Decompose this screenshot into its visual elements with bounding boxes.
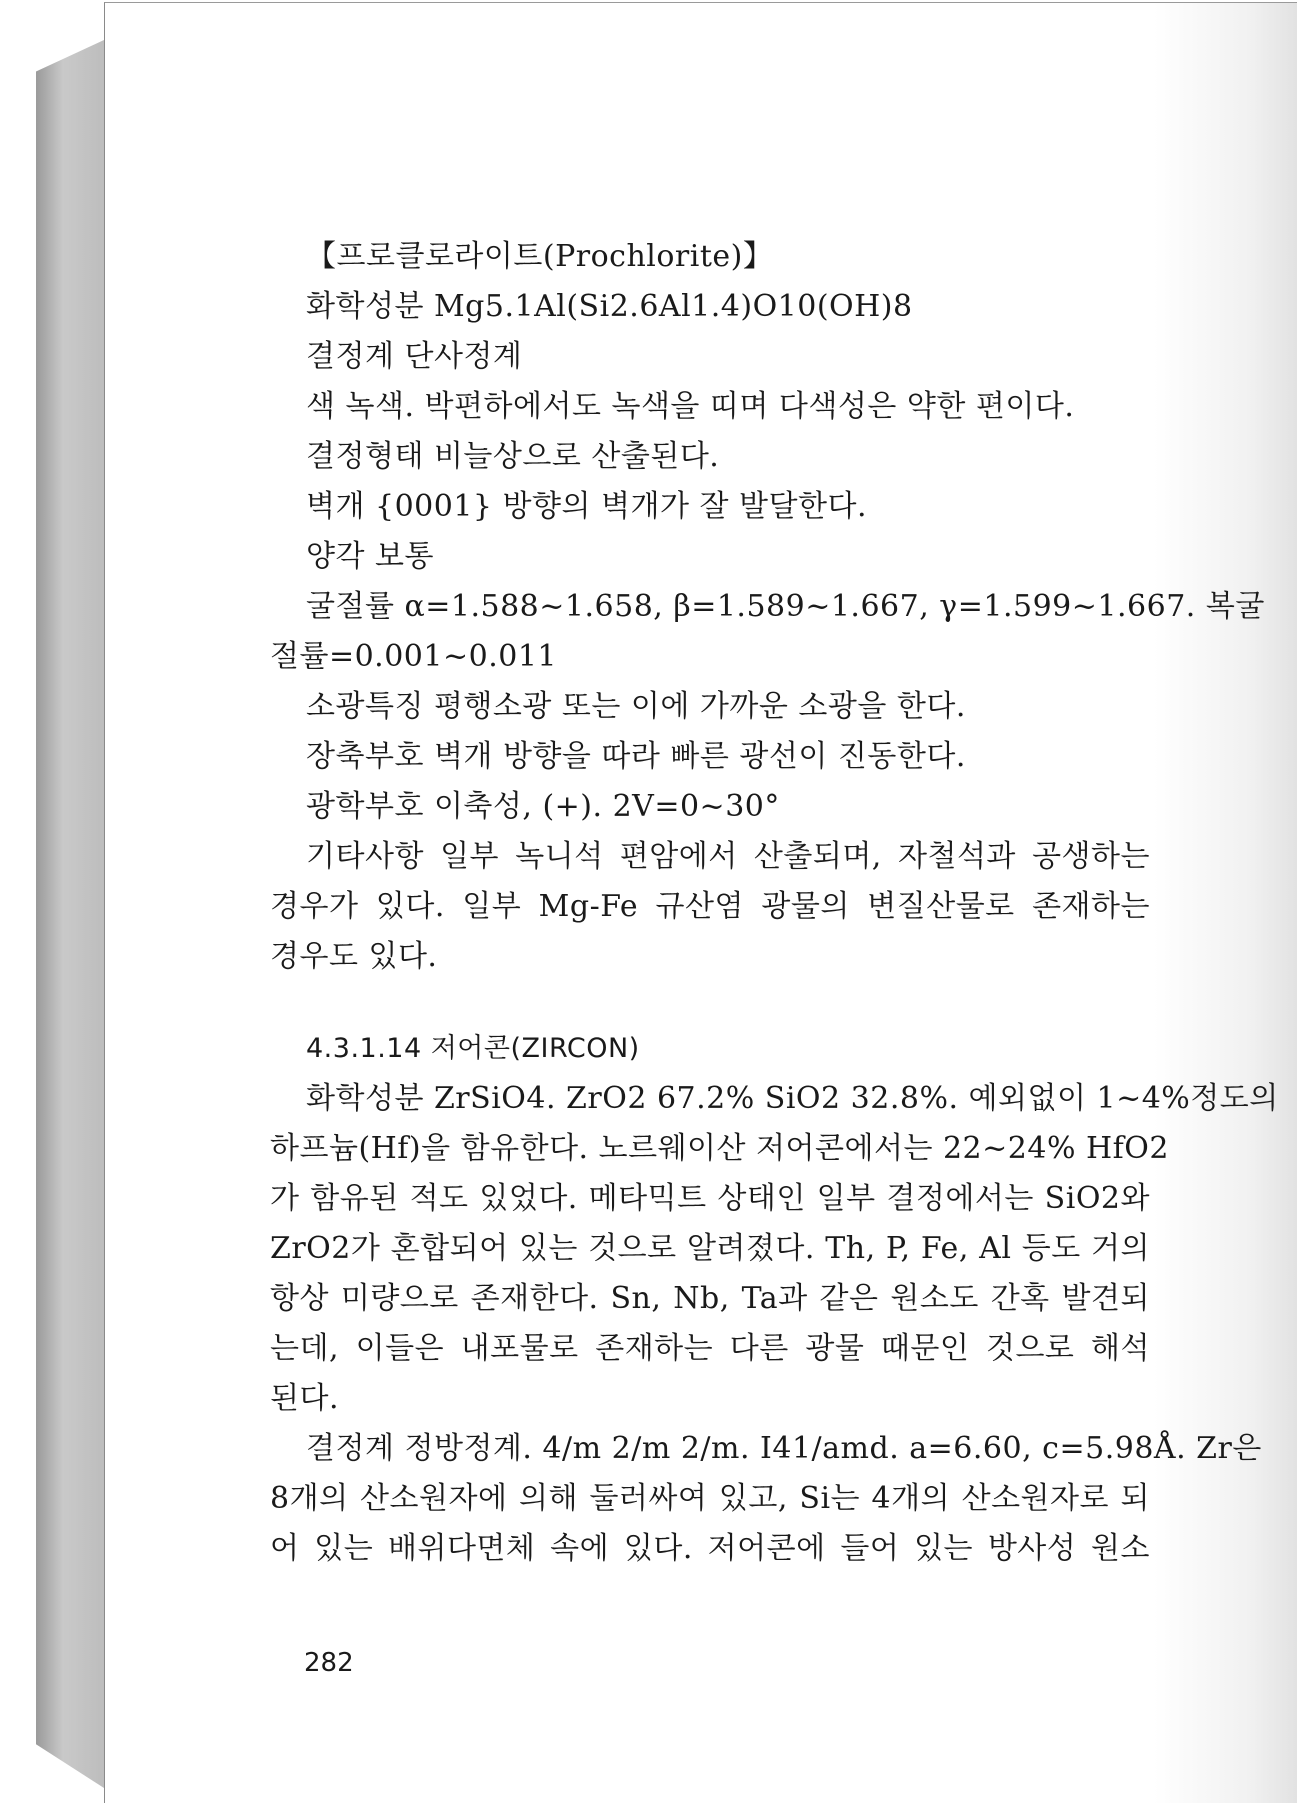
text-line: 결정형태 비늘상으로 산출된다. <box>306 439 720 474</box>
text-line: 장축부호 벽개 방향을 따라 빠른 광선이 진동한다. <box>306 739 966 774</box>
text-line: 광학부호 이축성, (+). 2V=0~30° <box>306 789 780 824</box>
text-line: 경우가 있다. 일부 Mg-Fe 규산염 광물의 변질산물로 존재하는 <box>270 889 1150 924</box>
text-line: 항상 미량으로 존재한다. Sn, Nb, Ta과 같은 원소도 간혹 발견되 <box>270 1281 1150 1316</box>
text-line: 어 있는 배위다면체 속에 있다. 저어콘에 들어 있는 방사성 원소 <box>270 1531 1150 1566</box>
text-line: 화학성분 Mg5.1Al(Si2.6Al1.4)O10(OH)8 <box>306 289 913 324</box>
page-number: 282 <box>304 1648 354 1678</box>
mineral-heading: 【프로클로라이트(Prochlorite)】 <box>306 239 774 274</box>
text-line: 하프늄(Hf)을 함유한다. 노르웨이산 저어콘에서는 22~24% HfO2 <box>270 1131 1169 1166</box>
text-line: 된다. <box>270 1381 339 1416</box>
text-line: 8개의 산소원자에 의해 둘러싸여 있고, Si는 4개의 산소원자로 되 <box>270 1481 1150 1516</box>
text-line: 결정계 단사정계 <box>306 339 523 374</box>
text-line: 가 함유된 적도 있었다. 메타믹트 상태인 일부 결정에서는 SiO2와 <box>270 1181 1150 1216</box>
text-line: 화학성분 ZrSiO4. ZrO2 67.2% SiO2 32.8%. 예외없이 1~4%정도의 <box>306 1081 1279 1116</box>
paragraph-gap <box>270 982 1150 1024</box>
text-line: 는데, 이들은 내포물로 존재하는 다른 광물 때문인 것으로 해석 <box>270 1331 1150 1366</box>
section-heading: 4.3.1.14 저어콘(ZIRCON) <box>306 1033 640 1064</box>
text-line: ZrO2가 혼합되어 있는 것으로 알려졌다. Th, P, Fe, Al 등도 거의 <box>270 1231 1150 1266</box>
text-line: 굴절률 α=1.588~1.658, β=1.589~1.667, γ=1.599~1.667. 복굴 <box>306 589 1265 624</box>
text-line: 결정계 정방정계. 4/m 2/m 2/m. I41/amd. a=6.60, c=5.98Å. Zr은 <box>306 1431 1262 1466</box>
text-line: 양각 보통 <box>306 539 434 574</box>
book-spine <box>36 40 104 1788</box>
text-line: 벽개 {0001} 방향의 벽개가 잘 발달한다. <box>306 489 867 524</box>
text-line: 기타사항 일부 녹니석 편암에서 산출되며, 자철석과 공생하는 <box>306 839 1150 874</box>
page-text <box>270 232 1279 1574</box>
text-line: 색 녹색. 박편하에서도 녹색을 띠며 다색성은 약한 편이다. <box>306 389 1075 424</box>
text-line: 소광특징 평행소광 또는 이에 가까운 소광을 한다. <box>306 689 966 724</box>
text-line: 절률=0.001~0.011 <box>270 639 558 674</box>
text-line: 경우도 있다. <box>270 939 438 974</box>
